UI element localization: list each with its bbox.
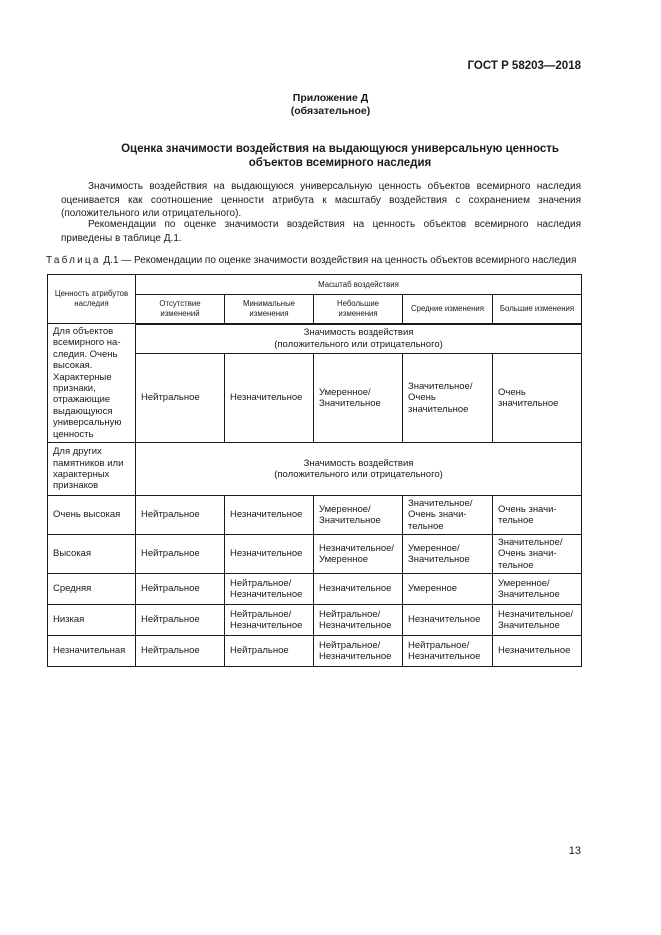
- section1-label: Для объектов всемирного на-следия. Очень высокая. Характерные признаки, отражающие выдающуюся универсальную ценность: [48, 324, 136, 443]
- row-label: Высокая: [48, 535, 136, 574]
- header-col-5: Большие изменения: [493, 295, 582, 324]
- table-row: [48, 496, 582, 535]
- section2-merged-line-2: (положительного или отрицательного): [274, 469, 443, 480]
- section2-merged-line-1: Значимость воздействия: [303, 457, 414, 469]
- table-caption: [46, 255, 576, 266]
- table-caption-word: Таблица: [46, 255, 101, 266]
- header-col-4: Средние изменения: [403, 295, 493, 324]
- table-caption-text: Д.1 — Рекомендации по оценке значимости воздействия на ценность объектов всемирного наследия: [100, 255, 577, 266]
- page-title: [60, 142, 620, 170]
- table-row: [48, 636, 582, 667]
- table-row: [48, 605, 582, 636]
- section1-merged: [136, 324, 582, 354]
- row-label: Средняя: [48, 574, 136, 605]
- header-col-2: Минимальные изменения: [225, 295, 314, 324]
- row-cell: Нейтральное/ Незначительное: [225, 605, 314, 636]
- row-cell: Значительное/ Очень значи-тельное: [403, 496, 493, 535]
- row-cell: Незначительное: [314, 574, 403, 605]
- row-cell: Нейтральное: [136, 496, 225, 535]
- section1-row: [48, 324, 582, 354]
- row-cell: Незначительное: [225, 496, 314, 535]
- row-cell: Очень значи-тельное: [493, 496, 582, 535]
- row-cell: Нейтральное/ Незначительное: [225, 574, 314, 605]
- appendix-heading: [0, 92, 661, 118]
- standard-number: ГОСТ Р 58203—2018: [467, 60, 581, 72]
- row-cell: Незначительное/ Умеренное: [314, 535, 403, 574]
- row-cell: Умеренное/ Значительное: [314, 496, 403, 535]
- table-row: [48, 535, 582, 574]
- appendix-status: (обязательное): [290, 105, 371, 117]
- section1-value-5: Очень значительное: [493, 354, 582, 443]
- row-cell: Нейтральное/ Незначительное: [403, 636, 493, 667]
- row-cell: Значительное/ Очень значи-тельное: [493, 535, 582, 574]
- section1-merged-line-2: (положительного или отрицательного): [274, 338, 443, 350]
- section1-value-1: Нейтральное: [136, 354, 225, 443]
- paragraph-2: Рекомендации по оценке значимости воздействия на ценность объектов всемирного наследия приведены в таблице Д.1.: [61, 219, 581, 244]
- row-label: Очень высокая: [48, 496, 136, 535]
- row-cell: Умеренное: [403, 574, 493, 605]
- section1-value-2: Незначительное: [225, 354, 314, 443]
- row-cell: Умеренное/ Значительное: [493, 574, 582, 605]
- row-cell: Нейтральное: [136, 535, 225, 574]
- row-cell: Незначительное/ Значительное: [493, 605, 582, 636]
- row-cell: Умеренное/ Значительное: [403, 535, 493, 574]
- table-row: [48, 574, 582, 605]
- section2-row: [48, 443, 582, 496]
- header-value-col: Ценность атрибутов наследия: [48, 275, 136, 324]
- row-cell: Нейтральное/ Незначительное: [314, 636, 403, 667]
- row-cell: Нейтральное/ Незначительное: [314, 605, 403, 636]
- paragraph-1: Значимость воздействия на выдающуюся универсальную ценность объектов всемирного наследия оценивается как соотношение ценности атрибута к масштабу воздействия с сохранением значения (положительного или отрицательного).: [61, 181, 581, 220]
- impact-table: [47, 274, 582, 667]
- appendix-title: Приложение Д: [292, 92, 369, 104]
- section1-value-3: Умеренное/ Значительное: [314, 354, 403, 443]
- row-label: Низкая: [48, 605, 136, 636]
- page-number: 13: [568, 845, 581, 857]
- row-cell: Незначительное: [403, 605, 493, 636]
- section2-label: Для других памятников или характерных признаков: [48, 443, 136, 496]
- table-header-row-1: [48, 275, 582, 295]
- section1-value-4: Значительное/ Очень значительное: [403, 354, 493, 443]
- header-col-3: Небольшие изменения: [314, 295, 403, 324]
- header-col-1: Отсутствие изменений: [136, 295, 225, 324]
- row-cell: Нейтральное: [136, 636, 225, 667]
- title-line-2: объектов всемирного наследия: [248, 157, 432, 169]
- row-label: Незначительная: [48, 636, 136, 667]
- section1-merged-line-1: Значимость воздействия: [303, 327, 414, 339]
- header-scale: Масштаб воздействия: [136, 275, 582, 295]
- row-cell: Нейтральное: [136, 605, 225, 636]
- title-line-1: Оценка значимости воздействия на выдающуюся универсальную ценность: [121, 143, 559, 155]
- row-cell: Нейтральное: [225, 636, 314, 667]
- section2-merged: [136, 443, 582, 496]
- row-cell: Нейтральное: [136, 574, 225, 605]
- row-cell: Незначительное: [493, 636, 582, 667]
- row-cell: Незначительное: [225, 535, 314, 574]
